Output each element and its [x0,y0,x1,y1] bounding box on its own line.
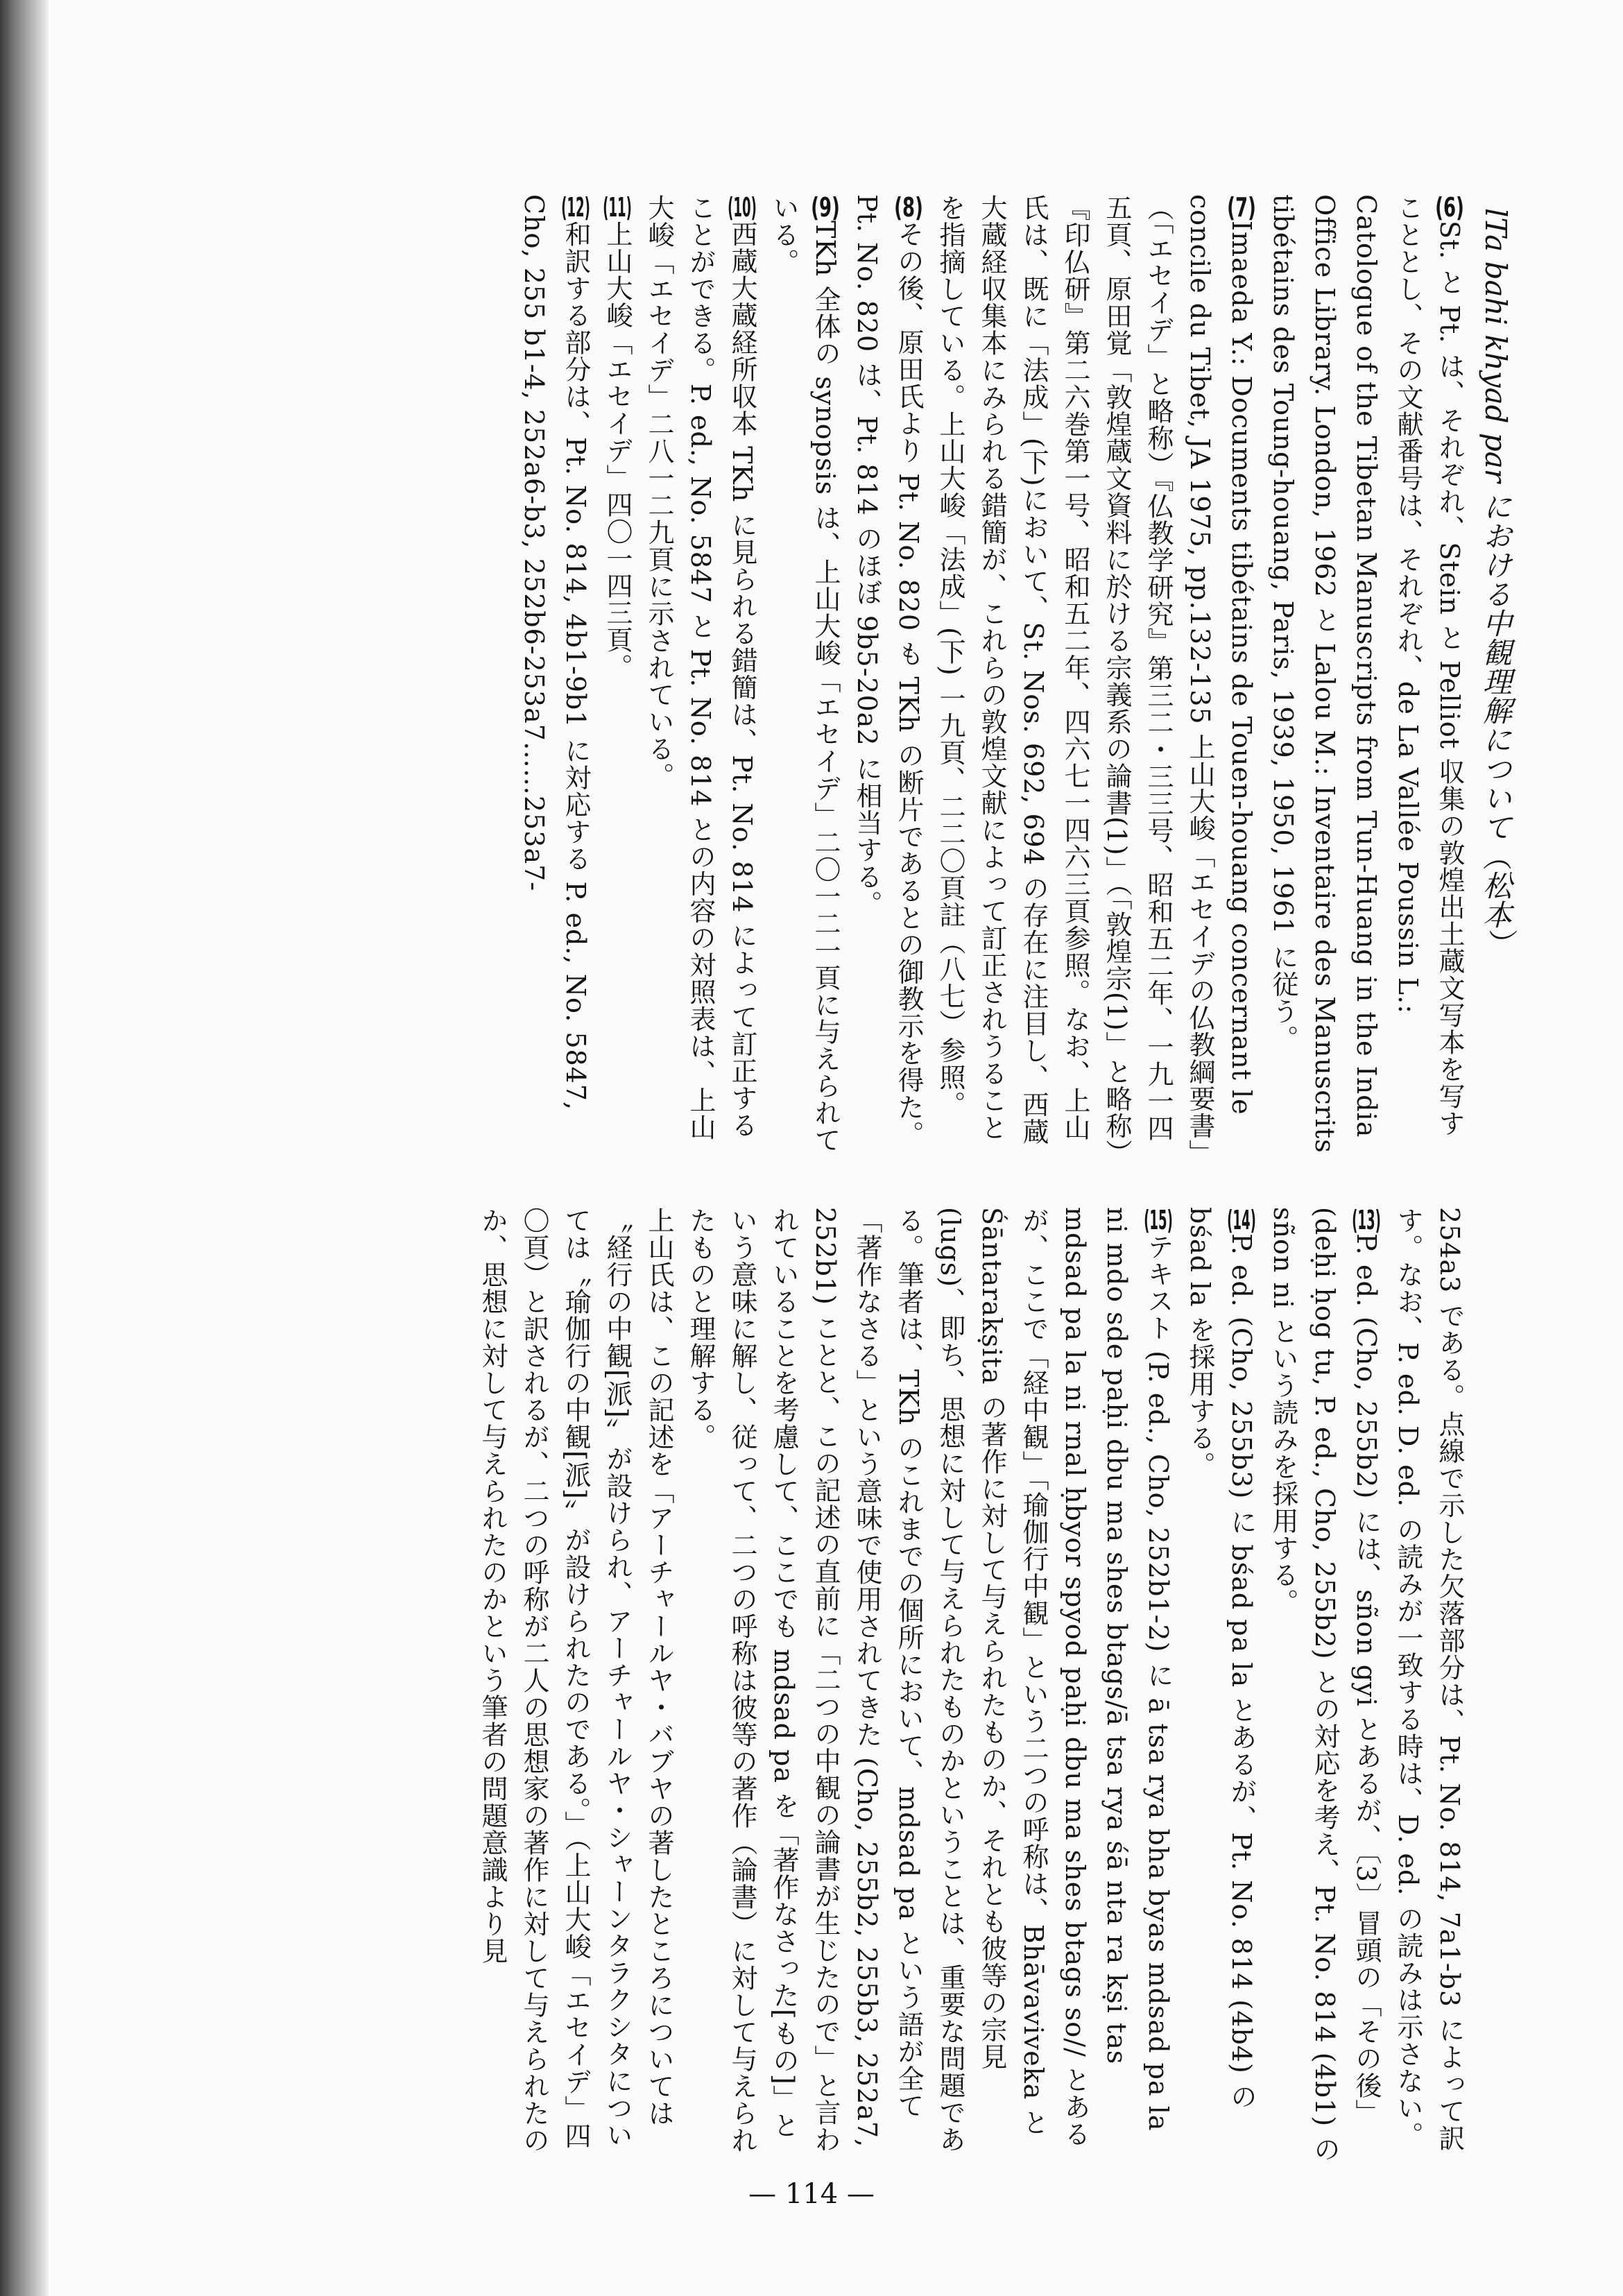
note-12-continued: 254a3 である。点線で示した欠落部分は、Pt. No. 814, 7a1-b3 によって訳す。なお、P. ed. D. ed. の読みが一致する時は、D. ed. の読みは示さない。 [1393,1207,1465,2152]
note-14: (14)P. ed. (Cho, 255b3) に bśad pa la とあるが、Pt. No. 814 (4b4) の bśad la を採用する。 [1185,1207,1257,2110]
note-15-paragraph-2: 上山氏は、この記述を「アーチャールヤ・バブヤの著したところについては〝経行の中観[派]〟が設けられ、アーチャールヤ・シャーンタラクシタについては〝瑜伽行の中観[派]〟が設けられたのである。」（上山大峻「エセイデ」四〇頁）と訳されるが、二つの呼称が二人の思想家の著作に対して与えられたのか、思想に対して与えられたのかという筆者の問題意識より見 [477,1207,674,2154]
note-10: (10)西蔵大蔵経所収本 TKh に見られる錯簡は、Pt. No. 814 によって訂正することができる。P. ed., No. 5847 と Pt. No. 814 との内容の対照表は、上山大峻「エセイデ」二八一二九頁に示されている。 [644,194,757,1141]
note-15: (15)テキスト (P. ed., Cho, 252b1-2) に ā tsa rya bha byas mdsad pa la ni mdo sde paḥi dbu ma shes btags/ā tsa rya śā nta ra kṣi tas mdsad pa la ni rnal ḥbyor spyod paḥi dbu ma shes btags so// とあるが、ここで「経中観」「瑜伽行中観」という二つの呼称は、Bhāvaviveka と Śāntarakṣita の著作に対して与えられたものか、それとも彼等の宗見 (lugs)、即ち、思想に対して与えられたものかということは、重要な問題である。筆者は、TKh のこれまでの個所において、mdsad pa という語が全て「著作なさる」という意味で使用されてきた (Cho, 255b2, 255b3, 252a7, 252b1) ことと、この記述の直前に「二つの中観の論書が生じたので」と言われていることを考慮して、ここでも mdsad pa を「著作なさった[もの]」という意味に解し、従って、二つの呼称は彼等の著作（論書）に対して与えられたものと理解する。 [685,1207,1174,2154]
note-7: (7)Imaeda Y.: Documents tibétains de Touen-houang concernant le concile du Tibet, JA 1975, pp.132-135 上山大峻「エセイデの仏教綱要書」（「エセイデ」と略称）『仏教学研究』第三二・三三号、昭和五二年、一九一四五頁、原田覚「敦煌蔵文資料に於ける宗義系の論書(1)」（「敦煌宗(1)」と略称）『印仏研』第二六巻第一号、昭和五二年、四六七一四六三頁参照。なお、上山氏は、既に「法成」(下)において、St. Nos. 692, 694 の存在に注目し、西蔵大蔵経収集本にみられる錯簡が、これらの敦煌文献によって訂正されうることを指摘している。上山大峻「法成」(下) 一九頁、二二〇頁註（八七）参照。 [935,194,1257,1154]
notes-column-bottom [97,1207,1470,2164]
note-13: (13)P. ed. (Cho, 255b2) には、sñon gyi とあるが、〔3〕冒頭の「その後」(deḥi ḥog tu, P. ed., Cho, 255b2) との対応を考え、Pt. No. 814 (4b1) の sñon ni という読みを採用する。 [1268,1207,1382,2164]
note-11: (11)上山大峻「エセイデ」四〇一四三頁。 [602,194,633,680]
running-header: lTa bahi khyad par における中観理解について（松本） [1479,208,1513,959]
note-12: (12)和訳する部分は、Pt. No. 814, 4b1-9b1 に対応する P. ed., No. 5847, Cho, 255 b1-4, 252a6-b3, 252b6-253a7……253a7- [519,194,591,1111]
note-6: (6)St. と Pt. は、それぞれ、Stein と Pelliot 収集の敦煌出土蔵文写本を写すこととし、その文献番号は、それぞれ、de La Vallée Poussin L.: Catologue of the Tibetan Manuscripts from Tun-Huang in the India Office Library. London, 1962 と Lalou M.: Inventaire des Manuscrits tibétains des Toung-houang, Paris, 1939, 1950, 1961 に従う。 [1268,194,1465,1154]
scanned-page-edge [0,0,49,2296]
note-8: (8)その後、原田氏より Pt. No. 820 も TKh の断片であるとの御教示を得た。Pt. No. 820 は、Pt. 814 のほぼ 9b5-20a2 に相当する。 [852,194,924,1148]
note-9: (9)TKh 全体の synopsis は、上山大峻「エセイデ」二〇一二一頁に与えられている。 [768,194,841,1154]
page-number: — 114 — [748,2178,875,2210]
notes-column-top [97,194,1470,1158]
